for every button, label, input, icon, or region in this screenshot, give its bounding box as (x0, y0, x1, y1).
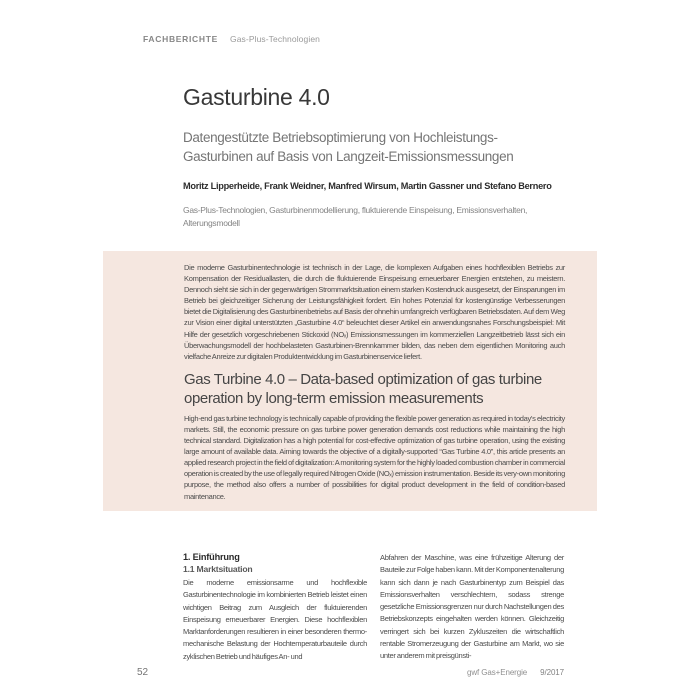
header-section-label: FACHBERICHTE (143, 34, 218, 44)
header-category-label: Gas-Plus-Technologien (230, 34, 320, 44)
article-subtitle: Datengestützte Betriebsoptimierung von Hochleistungs-Gasturbinen auf Basis von Langzeit-Emissionsmessungen (183, 130, 514, 164)
article-title: Gasturbine 4.0 (183, 84, 330, 110)
page-number: 52 (137, 667, 149, 678)
abstract-english-title: Gas Turbine 4.0 – Data-based optimization of gas turbine operation by long-term emission measurements (184, 370, 542, 407)
page-header (143, 29, 320, 47)
section-heading: 1. Einführung (183, 552, 240, 562)
subsection-heading: 1.1 Marktsituation (183, 564, 253, 574)
body-text-left: Die moderne emissionsarme und hochflexible Gasturbinentechnologie im kombinierten Betrieb leistet einen wichtigen Beitrag zum Ausgleich der fluktuierenden Einspeisung erneuerbarer Energien. Diese hochflexiblen Marktanforderungen resultieren in einer besonderen thermo-mechanische Belastung der Hochtemperaturbauteile durch zyklischen Betrieb und häufiges An- und (183, 578, 367, 661)
abstract-english: High-end gas turbine technology is technically capable of providing the flexible power generation as required in today's electricity markets. Still, the economic pressure on gas turbine power generation demands cost reductions while maintaining the high technical standard. Digitalization has a high potential for cost-effective optimization of gas turbine operation, using the existing large amount of available data. Aiming towards the objective of a digitally-supported “Gas Turbine 4.0”, this article presents an applied research project in the field of digitalization: A monitoring system for the highly loaded combustion chamber in commercial operation is created by the use of legally required Nitrogen Oxide (NOₓ) emission instrumentation. Beside its very-own monitoring purpose, the method also offers a number of possibilities for digital product development in the field of condition-based maintenance. (184, 413, 565, 501)
body-column-right (380, 552, 564, 663)
body-column-left (183, 552, 367, 663)
abstract-box (103, 251, 597, 511)
footer-journal-info (467, 668, 564, 677)
article-authors: Moritz Lipperheide, Frank Weidner, Manfred Wirsum, Martin Gassner und Stefano Bernero (183, 181, 552, 191)
journal-name: gwf Gas+Energie (467, 668, 528, 677)
article-body (183, 552, 564, 663)
body-text-right: Abfahren der Maschine, was eine frühzeitige Alterung der Bauteile zur Folge haben kann. Mit der Komponentenalterung kann sich dann je nach Gasturbinentyp zum Beispiel das Emissionsverhalten verschlechtern, sodass strenge gesetzliche Emissionsgrenzen nur durch Nachstellungen des Betriebskonzepts eingehalten werden können. Gleichzeitig verringert sich bei kurzen Zykluszeiten die wirtschaftlich rentable Stromerzeugung der Gasturbine am Markt, wo sie unter anderem mit preisgünsti- (380, 553, 564, 661)
page-footer (137, 667, 564, 678)
article-keywords: Gas-Plus-Technologien, Gasturbinenmodellierung, fluktuierende Einspeisung, Emissionsverhalten, Alterungsmodell (183, 205, 528, 228)
journal-issue: 9/2017 (540, 668, 564, 677)
abstract-german: Die moderne Gasturbinentechnologie ist technisch in der Lage, die komplexen Aufgaben eines hochflexiblen Betriebs zur Kompensation der Residuallasten, die durch die fluktuierende Einspeisung erneuerbarer Energien entstehen, zu meistern. Dennoch sieht sie sich in der gegenwärtigen Strommarktsituation einem starken Kostendruck ausgesetzt, der Einsparungen im Betrieb bei gleichzeitiger Sicherung der Leistungsfähigkeit fordert. Ein hohes Potenzial für kostengünstige Verbesserungen bietet die Digitalisierung des Gasturbinenbetriebs auf Basis der ohnehin umfangreich verfügbaren Betriebsdaten. Auf dem Weg zur Vision einer digital unterstützten „Gasturbine 4.0“ beleuchtet dieser Artikel ein anwendungsnahes Forschungsbeispiel: Mit Hilfe der gesetzlich vorgeschriebenen Stickoxid (NOₓ) Emissionsmessungen im kommerziellen Langzeitbetrieb lässt sich ein Überwachungsmodell der hochbelasteten Gasturbinen-Brennkammer bilden, das neben dem eigentlichen Monitoring auch vielfache Anreize zur digitalen Produktentwicklung im Gasturbinenservice liefert. (184, 263, 565, 361)
